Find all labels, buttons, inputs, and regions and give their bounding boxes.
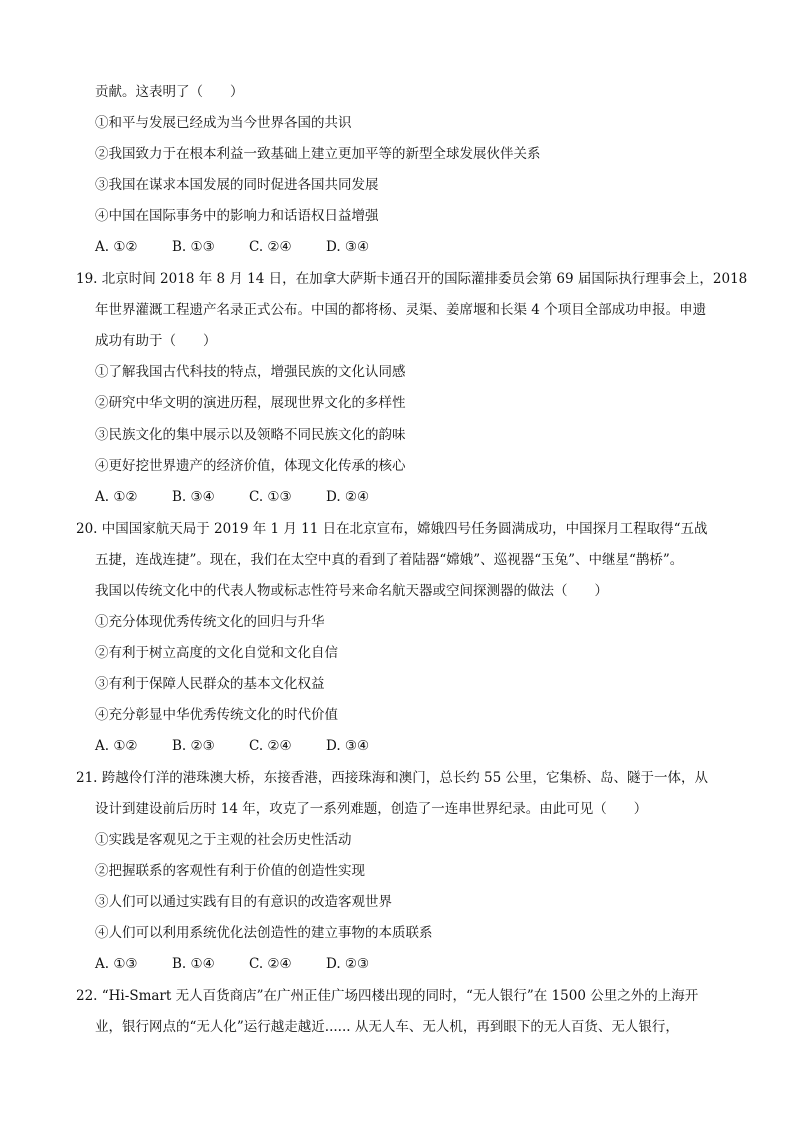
question-text-line: 贡献。这表明了（ ） <box>95 84 244 100</box>
option-2: ②把握联系的客观性有利于价值的创造性实现 <box>95 863 365 879</box>
choice-b: B. ②③ <box>172 738 215 754</box>
choice-c: C. ②④ <box>249 956 292 972</box>
choice-b: B. ③④ <box>172 489 215 505</box>
choice-c: C. ②④ <box>249 738 292 754</box>
option-4: ④人们可以利用系统优化法创造性的建立事物的本质联系 <box>95 925 433 941</box>
question-22-line-1: 22. “Hi-Smart 无人百货商店”在广州正佳广场四楼出现的同时，“无人银行”在 1500 公里之外的上海开 <box>76 988 699 1004</box>
option-1: ①了解我国古代科技的特点，增强民族的文化认同感 <box>95 364 406 380</box>
option-4: ④更好挖世界遗产的经济价值，体现文化传承的核心 <box>95 458 406 474</box>
question-19-line-1: 19. 北京时间 2018 年 8 月 14 日，在加拿大萨斯卡通召开的国际灌排委员会第 69 届国际执行理事会上，2018 <box>76 271 748 287</box>
option-3: ③人们可以通过实践有目的有意识的改造客观世界 <box>95 894 392 910</box>
question-20-line-2: 五捷，连战连捷”。现在，我们在太空中真的看到了着陆器“嫦娥”、巡视器“玉兔”、中继星“鹊桥”。 <box>95 552 684 568</box>
question-21-line-1: 21. 跨越伶仃洋的港珠澳大桥，东接香港，西接珠海和澳门，总长约 55 公里，它集桥、岛、隧于一体，从 <box>76 770 709 786</box>
choice-a: A. ①② <box>95 738 138 754</box>
answer-choices <box>95 736 794 756</box>
option-3: ③有利于保障人民群众的基本文化权益 <box>95 676 325 692</box>
option-2: ②我国致力于在根本利益一致基础上建立更加平等的新型全球发展伙伴关系 <box>95 146 541 162</box>
choice-d: D. ③④ <box>326 239 370 255</box>
question-19-line-3: 成功有助于（ ） <box>95 333 217 349</box>
option-3: ③民族文化的集中展示以及领略不同民族文化的韵味 <box>95 427 406 443</box>
option-2: ②研究中华文明的演进历程，展现世界文化的多样性 <box>95 395 406 411</box>
question-20-line-3: 我国以传统文化中的代表人物或标志性符号来命名航天器或空间探测器的做法（ ） <box>95 583 608 599</box>
choice-a: A. ①③ <box>95 956 138 972</box>
question-19-line-2: 年世界灌溉工程遗产名录正式公布。中国的都将杨、灵渠、姜席堰和长渠 4 个项目全部成功申报。申遗 <box>95 302 707 318</box>
option-4: ④中国在国际事务中的影响力和话语权日益增强 <box>95 208 379 224</box>
choice-b: B. ①④ <box>172 956 215 972</box>
choice-a: A. ①② <box>95 239 138 255</box>
choice-a: A. ①② <box>95 489 138 505</box>
option-4: ④充分彰显中华优秀传统文化的时代价值 <box>95 707 338 723</box>
question-22-line-2: 业，银行网点的“无人化”运行越走越近...... 从无人车、无人机，再到眼下的无人百货、无人银行， <box>95 1019 679 1035</box>
choice-b: B. ①③ <box>172 239 215 255</box>
option-1: ①和平与发展已经成为当今世界各国的共识 <box>95 115 352 131</box>
question-20-line-1: 20. 中国国家航天局于 2019 年 1 月 11 日在北京宣布，嫦娥四号任务圆满成功，中国探月工程取得“五战 <box>76 521 708 537</box>
answer-choices <box>95 487 794 507</box>
option-1: ①实践是客观见之于主观的社会历史性活动 <box>95 832 352 848</box>
choice-d: D. ②④ <box>326 489 370 505</box>
option-3: ③我国在谋求本国发展的同时促进各国共同发展 <box>95 177 379 193</box>
answer-choices <box>95 954 794 974</box>
choice-d: D. ②③ <box>326 956 370 972</box>
choice-d: D. ③④ <box>326 738 370 754</box>
option-1: ①充分体现优秀传统文化的回归与升华 <box>95 614 325 630</box>
choice-c: C. ①③ <box>249 489 292 505</box>
choice-c: C. ②④ <box>249 239 292 255</box>
option-2: ②有利于树立高度的文化自觉和文化自信 <box>95 645 338 661</box>
question-21-line-2: 设计到建设前后历时 14 年，攻克了一系列难题，创造了一连串世界纪录。由此可见（ ） <box>95 801 648 817</box>
answer-choices <box>95 237 794 257</box>
